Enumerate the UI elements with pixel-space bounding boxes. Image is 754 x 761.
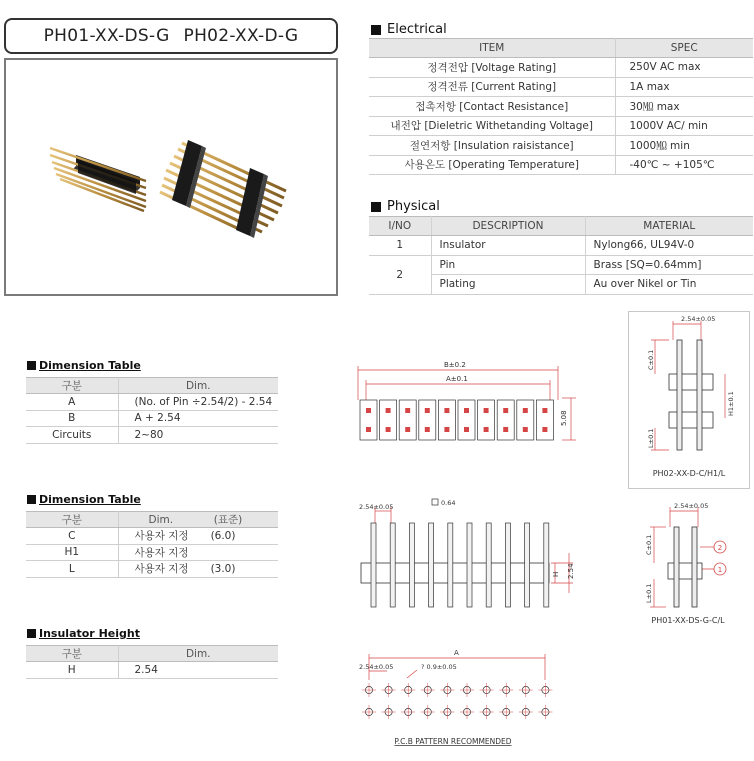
pcb-pattern-drawing (355, 644, 560, 752)
physical-heading: Physical (371, 199, 440, 214)
front-pin (544, 523, 549, 607)
pcb-hole-label: ? 0.9±0.05 (421, 663, 457, 671)
side-view-drawing (629, 312, 749, 488)
top-pin-mark (444, 427, 449, 432)
side-view-caption: PH02-XX-D-C/H1/L (652, 469, 726, 478)
side-pitch-label: 2.54±0.05 (681, 315, 716, 323)
square-bullet-icon (27, 495, 36, 504)
front-064-label: 0.64 (441, 499, 456, 507)
top-pin-mark (405, 408, 410, 413)
front-view-drawing (355, 497, 580, 612)
front-pitch-label: 2.54±0.05 (359, 503, 394, 511)
front-h-label: H (552, 571, 560, 577)
table-row: C 사용자 지정 (6.0) (26, 528, 278, 545)
electrical-table (369, 38, 753, 175)
top-cell (399, 400, 416, 440)
dual-row-header-image (160, 140, 286, 238)
table-header-row (369, 39, 753, 58)
top-pin-mark (386, 408, 391, 413)
part-number-a: PH01-XX-DS-G (43, 26, 170, 46)
top-pin-mark (542, 408, 547, 413)
table-row: L 사용자 지정 (3.0) (26, 561, 278, 578)
top-cell (458, 400, 475, 440)
top-cell (497, 400, 514, 440)
side2-pin-b (692, 527, 697, 607)
top-pin-mark (503, 408, 508, 413)
top-cell (380, 400, 397, 440)
table-row: 절연저항 [Insulation raisistance] 1000㏁ min (369, 136, 753, 156)
top-a-label: A±0.1 (446, 375, 468, 383)
side-view-frame (628, 311, 750, 489)
side-l-label: L±0.1 (647, 428, 655, 448)
top-cell (419, 400, 436, 440)
front-pin (525, 523, 530, 607)
table-row: H1 사용자 지정 (26, 544, 278, 561)
table-row: 1 Insulator Nylong66, UL94V-0 (369, 236, 753, 256)
top-pin-mark (444, 408, 449, 413)
dimension-table-2 (26, 511, 278, 578)
col-no: I/NO (369, 217, 431, 236)
pcb-a-label: A (454, 649, 459, 657)
top-pin-mark (523, 408, 528, 413)
top-pin-mark (386, 427, 391, 432)
table-header-row: 구분 Dim. (26, 378, 278, 394)
top-cell (536, 400, 553, 440)
table-row: 정격전압 [Voltage Rating] 250V AC max (369, 58, 753, 78)
pin-square-icon (432, 499, 438, 505)
front-pin (371, 523, 376, 607)
table-row: 접촉저항 [Contact Resistance] 30㏁ max (369, 97, 753, 117)
top-view-drawing (352, 356, 582, 448)
table-row: Circuits 2~80 (26, 427, 278, 444)
front-insulator (361, 563, 549, 583)
pcb-pitch-label: 2.54±0.05 (359, 663, 394, 671)
top-pin-mark (523, 427, 528, 432)
insulator-height-heading: Insulator Height (27, 627, 140, 640)
col-item: ITEM (369, 39, 615, 58)
table-row: 내전압 [Dieletric Withetanding Voltage] 1000V AC/ min (369, 116, 753, 136)
front-pin (409, 523, 414, 607)
top-view-cells (360, 400, 553, 440)
top-pin-mark (503, 427, 508, 432)
top-pin-mark (366, 427, 371, 432)
table-header-row: 구분 Dim. (26, 646, 278, 662)
physical-table (369, 216, 753, 295)
top-508-label: 5.08 (560, 410, 568, 426)
top-pin-mark (484, 427, 489, 432)
table-row: 2 Pin Brass [SQ=0.64mm] (369, 255, 753, 275)
table-row: B A + 2.54 (26, 410, 278, 427)
front-pin (486, 523, 491, 607)
table-header-row (369, 217, 753, 236)
pcb-holes (362, 683, 552, 719)
table-row: A (No. of Pin ÷2.54/2) - 2.54 (26, 394, 278, 411)
product-photo-illustration (6, 60, 336, 294)
table-row: Plating Au over Nikel or Tin (369, 275, 753, 295)
square-bullet-icon (27, 361, 36, 370)
callout-2-label: 2 (717, 544, 723, 552)
side2-pin-a (674, 527, 679, 607)
top-pin-mark (425, 408, 430, 413)
callout-1-label: 1 (717, 566, 723, 574)
title-box (4, 18, 338, 54)
top-pin-mark (464, 408, 469, 413)
front-pin (467, 523, 472, 607)
s2-c-label: C±0.1 (645, 534, 653, 555)
product-photo (4, 58, 338, 296)
top-b-label: B±0.2 (444, 361, 466, 369)
col-description: DESCRIPTION (431, 217, 585, 236)
top-pin-mark (366, 408, 371, 413)
square-bullet-icon (371, 202, 381, 212)
col-spec: SPEC (615, 39, 753, 58)
square-bullet-icon (27, 629, 36, 638)
top-pin-mark (425, 427, 430, 432)
side-view-2-drawing (630, 497, 752, 629)
top-pin-mark (542, 427, 547, 432)
part-number-b: PH02-XX-D-G (183, 26, 299, 46)
electrical-heading: Electrical (371, 22, 447, 37)
side-view-2-caption: PH01-XX-DS-G-C/L (651, 616, 725, 625)
col-material: MATERIAL (585, 217, 753, 236)
single-row-header-image (50, 148, 146, 211)
front-pin (390, 523, 395, 607)
front-254-label: 2.54 (567, 563, 575, 579)
top-pin-mark (464, 427, 469, 432)
front-pin (505, 523, 510, 607)
pcb-caption: P.C.B PATTERN RECOMMENDED (394, 737, 512, 746)
table-row: 정격전류 [Current Rating] 1A max (369, 77, 753, 97)
insulator-height-table (26, 645, 278, 679)
top-cell (478, 400, 495, 440)
side-c-label: C±0.1 (647, 349, 655, 370)
top-cell (360, 400, 377, 440)
table-row: 사용온도 [Operating Temperature] -40℃ ~ +105℃ (369, 155, 753, 175)
square-bullet-icon (371, 25, 381, 35)
top-pin-mark (484, 408, 489, 413)
dimension-table-1-heading: Dimension Table (27, 359, 141, 372)
top-pin-mark (405, 427, 410, 432)
front-pin (429, 523, 434, 607)
s2-l-label: L±0.1 (645, 583, 653, 603)
dimension-table-1 (26, 377, 278, 444)
table-row: H 2.54 (26, 662, 278, 679)
top-cell (438, 400, 455, 440)
dimension-table-2-heading: Dimension Table (27, 493, 141, 506)
table-header-row: 구분 Dim. (표준) (26, 512, 278, 528)
front-pin (448, 523, 453, 607)
side-h1-label: H1±0.1 (727, 391, 735, 416)
top-cell (517, 400, 534, 440)
s2-pitch-label: 2.54±0.05 (674, 502, 709, 510)
